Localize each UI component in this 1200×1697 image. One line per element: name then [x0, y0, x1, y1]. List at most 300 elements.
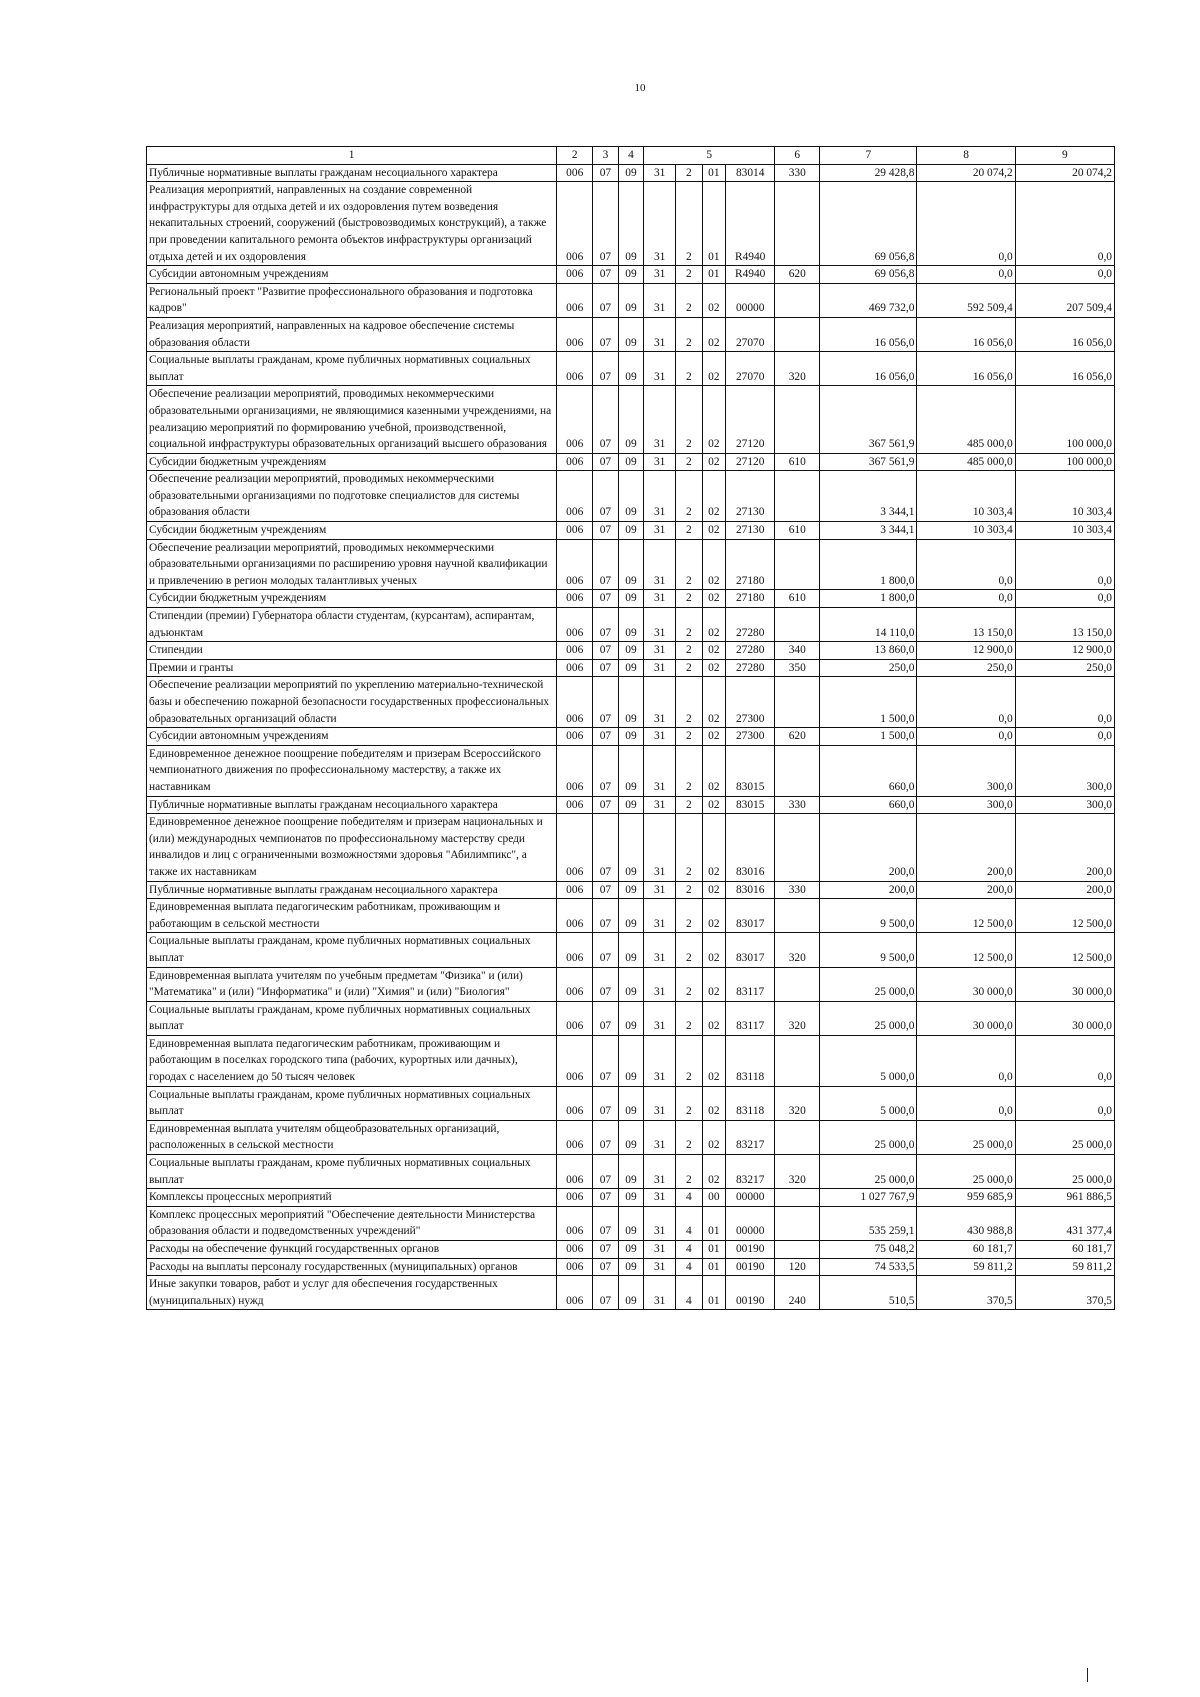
- row-rz: 07: [593, 453, 619, 471]
- row-name: Субсидии бюджетным учреждениям: [147, 453, 557, 471]
- row-ved: 006: [557, 352, 593, 386]
- row-year-3: 0,0: [1015, 590, 1114, 608]
- row-cs-element: 01: [702, 182, 726, 266]
- row-year-3: 16 056,0: [1015, 352, 1114, 386]
- row-year-3: 30 000,0: [1015, 1001, 1114, 1035]
- row-rz: 07: [593, 659, 619, 677]
- col-header-1: 1: [147, 147, 557, 165]
- row-pr: 09: [618, 967, 644, 1001]
- row-cs-type: 4: [676, 1206, 703, 1240]
- row-year-1: 14 110,0: [820, 608, 917, 642]
- row-year-1: 25 000,0: [820, 1155, 917, 1189]
- row-pr: 09: [618, 471, 644, 522]
- row-cs-program: 31: [644, 453, 676, 471]
- row-cs-program: 31: [644, 608, 676, 642]
- row-cs-direction: R4940: [726, 266, 775, 284]
- row-cs-direction: 27070: [726, 352, 775, 386]
- row-cs-direction: 00000: [726, 1206, 775, 1240]
- row-cs-program: 31: [644, 386, 676, 453]
- row-year-1: 75 048,2: [820, 1241, 917, 1259]
- row-year-3: 10 303,4: [1015, 471, 1114, 522]
- row-year-1: 510,5: [820, 1276, 917, 1310]
- row-rz: 07: [593, 590, 619, 608]
- row-cs-element: 02: [702, 728, 726, 746]
- row-rz: 07: [593, 1120, 619, 1154]
- row-pr: 09: [618, 642, 644, 660]
- row-pr: 09: [618, 283, 644, 317]
- table-row: [147, 182, 1115, 266]
- row-pr: 09: [618, 266, 644, 284]
- table-row: [147, 642, 1115, 660]
- row-cs-type: 2: [676, 182, 703, 266]
- row-year-1: 250,0: [820, 659, 917, 677]
- row-cs-type: 2: [676, 471, 703, 522]
- row-name: Реализация мероприятий, направленных на создание современной инфраструктуры для отдыха детей и их оздоровления путем возведения некапитальных строений, сооружений (быстровозводимых конструкций), а также при проведении капитального ремонта объектов инфраструктуры организаций отдыха детей и их оздоровления: [147, 182, 557, 266]
- row-pr: 09: [618, 677, 644, 728]
- row-year-1: 660,0: [820, 796, 917, 814]
- row-rz: 07: [593, 266, 619, 284]
- row-vr: [775, 386, 820, 453]
- row-cs-type: 2: [676, 317, 703, 351]
- row-cs-element: 02: [702, 1001, 726, 1035]
- header-row: [147, 147, 1115, 165]
- row-year-1: 9 500,0: [820, 933, 917, 967]
- row-cs-direction: 83117: [726, 967, 775, 1001]
- row-vr: [775, 967, 820, 1001]
- row-cs-direction: 83016: [726, 814, 775, 881]
- row-cs-type: 2: [676, 386, 703, 453]
- row-pr: 09: [618, 164, 644, 182]
- row-ved: 006: [557, 1155, 593, 1189]
- row-year-2: 0,0: [917, 728, 1015, 746]
- row-pr: 09: [618, 1035, 644, 1086]
- table-row: [147, 1086, 1115, 1120]
- row-year-1: 1 500,0: [820, 677, 917, 728]
- row-cs-program: 31: [644, 1155, 676, 1189]
- row-cs-element: 02: [702, 677, 726, 728]
- row-year-3: 300,0: [1015, 796, 1114, 814]
- row-cs-type: 2: [676, 881, 703, 899]
- row-name: Иные закупки товаров, работ и услуг для обеспечения государственных (муниципальных) нужд: [147, 1276, 557, 1310]
- row-name: Стипендии (премии) Губернатора области студентам, (курсантам), аспирантам, адъюнктам: [147, 608, 557, 642]
- row-year-3: 59 811,2: [1015, 1258, 1114, 1276]
- row-name: Единовременная выплата учителям по учебным предметам "Физика" и (или) "Математика" и (или) "Информатика" и (или) "Химия" и (или) "Биология": [147, 967, 557, 1001]
- table-row: [147, 933, 1115, 967]
- row-year-3: 25 000,0: [1015, 1155, 1114, 1189]
- row-pr: 09: [618, 1001, 644, 1035]
- row-name: Субсидии бюджетным учреждениям: [147, 590, 557, 608]
- row-pr: 09: [618, 182, 644, 266]
- row-cs-type: 2: [676, 728, 703, 746]
- row-ved: 006: [557, 522, 593, 540]
- row-name: Единовременное денежное поощрение победителям и призерам Всероссийского чемпионатного движения по профессиональному мастерству, а также их наставникам: [147, 745, 557, 796]
- row-pr: 09: [618, 1258, 644, 1276]
- row-cs-direction: 27130: [726, 522, 775, 540]
- table-row: [147, 728, 1115, 746]
- row-name: Публичные нормативные выплаты гражданам несоциального характера: [147, 164, 557, 182]
- row-ved: 006: [557, 933, 593, 967]
- row-cs-program: 31: [644, 1001, 676, 1035]
- table-row: [147, 814, 1115, 881]
- row-cs-type: 2: [676, 590, 703, 608]
- row-cs-type: 2: [676, 283, 703, 317]
- row-year-2: 16 056,0: [917, 352, 1015, 386]
- col-header-3: 3: [593, 147, 619, 165]
- row-cs-element: 02: [702, 642, 726, 660]
- row-vr: [775, 899, 820, 933]
- table-row: [147, 967, 1115, 1001]
- row-name: Единовременная выплата педагогическим работникам, проживающим и работающим в поселках городского типа (рабочих, курортных или дачных), городах с населением до 50 тысяч человек: [147, 1035, 557, 1086]
- row-cs-program: 31: [644, 1258, 676, 1276]
- row-name: Единовременная выплата педагогическим работникам, проживающим и работающим в сельской местности: [147, 899, 557, 933]
- row-cs-direction: 27280: [726, 659, 775, 677]
- col-header-7: 7: [820, 147, 917, 165]
- row-year-2: 12 500,0: [917, 933, 1015, 967]
- row-name: Обеспечение реализации мероприятий, проводимых некоммерческими образовательными организациями, не являющимися казенными учреждениями, на реализацию мероприятий по формированию учебной, производственной, социальной инфраструктуры образовательных организаций высшего образования: [147, 386, 557, 453]
- row-year-2: 0,0: [917, 266, 1015, 284]
- row-cs-type: 2: [676, 539, 703, 590]
- row-year-3: 0,0: [1015, 677, 1114, 728]
- row-name: Единовременная выплата учителям общеобразовательных организаций, расположенных в сельской местности: [147, 1120, 557, 1154]
- row-pr: 09: [618, 1155, 644, 1189]
- table-row: [147, 352, 1115, 386]
- row-vr: [775, 182, 820, 266]
- row-cs-type: 4: [676, 1276, 703, 1310]
- row-year-1: 469 732,0: [820, 283, 917, 317]
- col-header-9: 9: [1015, 147, 1114, 165]
- row-cs-program: 31: [644, 933, 676, 967]
- row-year-1: 1 027 767,9: [820, 1189, 917, 1207]
- row-cs-program: 31: [644, 677, 676, 728]
- row-ved: 006: [557, 1086, 593, 1120]
- col-header-8: 8: [917, 147, 1015, 165]
- row-cs-element: 02: [702, 967, 726, 1001]
- row-cs-element: 02: [702, 283, 726, 317]
- row-rz: 07: [593, 899, 619, 933]
- row-year-2: 12 500,0: [917, 899, 1015, 933]
- row-cs-program: 31: [644, 1120, 676, 1154]
- row-year-3: 300,0: [1015, 745, 1114, 796]
- row-cs-element: 02: [702, 1035, 726, 1086]
- row-ved: 006: [557, 266, 593, 284]
- row-rz: 07: [593, 745, 619, 796]
- row-year-2: 25 000,0: [917, 1120, 1015, 1154]
- row-year-3: 100 000,0: [1015, 453, 1114, 471]
- row-cs-direction: 83016: [726, 881, 775, 899]
- row-cs-type: 4: [676, 1189, 703, 1207]
- row-year-2: 592 509,4: [917, 283, 1015, 317]
- row-cs-type: 2: [676, 1120, 703, 1154]
- table-row: [147, 1120, 1115, 1154]
- table-row: [147, 899, 1115, 933]
- row-year-1: 660,0: [820, 745, 917, 796]
- row-cs-element: 01: [702, 1241, 726, 1259]
- row-cs-program: 31: [644, 899, 676, 933]
- row-cs-type: 2: [676, 266, 703, 284]
- row-cs-direction: 83014: [726, 164, 775, 182]
- row-year-2: 13 150,0: [917, 608, 1015, 642]
- row-year-3: 0,0: [1015, 266, 1114, 284]
- row-year-3: 12 500,0: [1015, 933, 1114, 967]
- table-row: [147, 1258, 1115, 1276]
- row-cs-element: 02: [702, 1086, 726, 1120]
- row-cs-direction: 27280: [726, 642, 775, 660]
- row-cs-program: 31: [644, 814, 676, 881]
- row-cs-direction: 83217: [726, 1155, 775, 1189]
- row-cs-type: 2: [676, 745, 703, 796]
- row-cs-direction: 27300: [726, 728, 775, 746]
- row-year-3: 0,0: [1015, 1035, 1114, 1086]
- row-pr: 09: [618, 796, 644, 814]
- row-year-2: 200,0: [917, 881, 1015, 899]
- table-row: [147, 1189, 1115, 1207]
- row-name: Обеспечение реализации мероприятий, проводимых некоммерческими образовательными организациями по расширению уровня научной квалификации и привлечению в регион молодых талантливых ученых: [147, 539, 557, 590]
- row-rz: 07: [593, 642, 619, 660]
- row-ved: 006: [557, 728, 593, 746]
- row-vr: [775, 814, 820, 881]
- row-cs-direction: 27180: [726, 539, 775, 590]
- row-year-3: 0,0: [1015, 182, 1114, 266]
- row-cs-type: 2: [676, 522, 703, 540]
- row-vr: [775, 1035, 820, 1086]
- row-rz: 07: [593, 881, 619, 899]
- row-vr: [775, 1206, 820, 1240]
- row-ved: 006: [557, 283, 593, 317]
- row-cs-element: 02: [702, 522, 726, 540]
- row-vr: [775, 608, 820, 642]
- row-ved: 006: [557, 453, 593, 471]
- row-name: Субсидии бюджетным учреждениям: [147, 522, 557, 540]
- row-pr: 09: [618, 1241, 644, 1259]
- row-pr: 09: [618, 728, 644, 746]
- row-name: Премии и гранты: [147, 659, 557, 677]
- row-cs-program: 31: [644, 1241, 676, 1259]
- row-vr: [775, 1241, 820, 1259]
- row-cs-program: 31: [644, 1035, 676, 1086]
- row-year-2: 300,0: [917, 796, 1015, 814]
- row-cs-direction: 27180: [726, 590, 775, 608]
- row-year-1: 3 344,1: [820, 471, 917, 522]
- table-row: [147, 745, 1115, 796]
- row-name: Комплексы процессных мероприятий: [147, 1189, 557, 1207]
- row-pr: 09: [618, 352, 644, 386]
- row-vr: 320: [775, 1155, 820, 1189]
- row-year-2: 0,0: [917, 182, 1015, 266]
- row-cs-program: 31: [644, 182, 676, 266]
- row-rz: 07: [593, 677, 619, 728]
- row-year-2: 59 811,2: [917, 1258, 1015, 1276]
- table-row: [147, 283, 1115, 317]
- row-year-1: 1 500,0: [820, 728, 917, 746]
- row-name: Обеспечение реализации мероприятий по укреплению материально-технической базы и обеспечению пожарной безопасности государственных профессиональных образовательных организаций области: [147, 677, 557, 728]
- row-year-3: 12 900,0: [1015, 642, 1114, 660]
- row-cs-element: 02: [702, 352, 726, 386]
- row-cs-direction: 27300: [726, 677, 775, 728]
- row-ved: 006: [557, 745, 593, 796]
- row-cs-type: 2: [676, 899, 703, 933]
- table-row: [147, 659, 1115, 677]
- row-cs-element: 02: [702, 471, 726, 522]
- row-rz: 07: [593, 1189, 619, 1207]
- row-cs-direction: 83217: [726, 1120, 775, 1154]
- row-cs-program: 31: [644, 266, 676, 284]
- row-vr: 610: [775, 590, 820, 608]
- row-ved: 006: [557, 1035, 593, 1086]
- row-cs-direction: 27120: [726, 453, 775, 471]
- row-cs-direction: 00190: [726, 1276, 775, 1310]
- row-ved: 006: [557, 1206, 593, 1240]
- row-rz: 07: [593, 1086, 619, 1120]
- table-row: [147, 471, 1115, 522]
- row-year-1: 9 500,0: [820, 899, 917, 933]
- row-year-3: 370,5: [1015, 1276, 1114, 1310]
- row-cs-program: 31: [644, 745, 676, 796]
- row-cs-program: 31: [644, 881, 676, 899]
- row-cs-element: 02: [702, 899, 726, 933]
- row-year-2: 0,0: [917, 677, 1015, 728]
- row-ved: 006: [557, 814, 593, 881]
- row-year-3: 12 500,0: [1015, 899, 1114, 933]
- row-name: Социальные выплаты гражданам, кроме публичных нормативных социальных выплат: [147, 352, 557, 386]
- row-name: Реализация мероприятий, направленных на кадровое обеспечение системы образования области: [147, 317, 557, 351]
- row-vr: [775, 1189, 820, 1207]
- row-vr: [775, 283, 820, 317]
- row-cs-program: 31: [644, 967, 676, 1001]
- row-name: Публичные нормативные выплаты гражданам несоциального характера: [147, 796, 557, 814]
- row-name: Расходы на выплаты персоналу государственных (муниципальных) органов: [147, 1258, 557, 1276]
- row-year-3: 25 000,0: [1015, 1120, 1114, 1154]
- page-number: 10: [634, 82, 646, 94]
- row-cs-program: 31: [644, 796, 676, 814]
- row-year-1: 16 056,0: [820, 352, 917, 386]
- row-cs-type: 2: [676, 659, 703, 677]
- row-cs-type: 2: [676, 1035, 703, 1086]
- row-rz: 07: [593, 522, 619, 540]
- row-cs-program: 31: [644, 642, 676, 660]
- row-vr: [775, 1120, 820, 1154]
- budget-table: [146, 146, 1115, 1310]
- row-cs-direction: 83118: [726, 1086, 775, 1120]
- row-cs-element: 01: [702, 266, 726, 284]
- row-cs-element: 02: [702, 386, 726, 453]
- row-year-2: 0,0: [917, 1086, 1015, 1120]
- row-ved: 006: [557, 967, 593, 1001]
- row-year-2: 60 181,7: [917, 1241, 1015, 1259]
- row-pr: 09: [618, 522, 644, 540]
- row-vr: 330: [775, 164, 820, 182]
- row-pr: 09: [618, 1120, 644, 1154]
- row-rz: 07: [593, 728, 619, 746]
- row-rz: 07: [593, 1155, 619, 1189]
- row-year-3: 200,0: [1015, 881, 1114, 899]
- row-pr: 09: [618, 453, 644, 471]
- row-year-2: 12 900,0: [917, 642, 1015, 660]
- table-row: [147, 796, 1115, 814]
- row-cs-direction: 83015: [726, 745, 775, 796]
- row-cs-type: 2: [676, 814, 703, 881]
- row-year-2: 430 988,8: [917, 1206, 1015, 1240]
- row-year-3: 961 886,5: [1015, 1189, 1114, 1207]
- row-ved: 006: [557, 608, 593, 642]
- row-year-3: 0,0: [1015, 539, 1114, 590]
- row-cs-element: 01: [702, 1206, 726, 1240]
- row-cs-direction: 83118: [726, 1035, 775, 1086]
- row-cs-direction: 00000: [726, 283, 775, 317]
- row-ved: 006: [557, 539, 593, 590]
- col-header-5: 5: [644, 147, 775, 165]
- row-cs-element: 02: [702, 453, 726, 471]
- row-cs-direction: R4940: [726, 182, 775, 266]
- row-year-1: 29 428,8: [820, 164, 917, 182]
- table-row: [147, 317, 1115, 351]
- row-name: Социальные выплаты гражданам, кроме публичных нормативных социальных выплат: [147, 1086, 557, 1120]
- table-row: [147, 590, 1115, 608]
- row-year-1: 5 000,0: [820, 1035, 917, 1086]
- row-vr: 620: [775, 266, 820, 284]
- table-row: [147, 522, 1115, 540]
- row-name: Стипендии: [147, 642, 557, 660]
- col-header-6: 6: [775, 147, 820, 165]
- row-cs-type: 2: [676, 1086, 703, 1120]
- row-vr: 620: [775, 728, 820, 746]
- row-cs-program: 31: [644, 352, 676, 386]
- row-cs-program: 31: [644, 539, 676, 590]
- row-pr: 09: [618, 386, 644, 453]
- row-year-1: 200,0: [820, 814, 917, 881]
- row-vr: 320: [775, 1086, 820, 1120]
- row-year-1: 13 860,0: [820, 642, 917, 660]
- row-year-2: 20 074,2: [917, 164, 1015, 182]
- row-cs-direction: 27070: [726, 317, 775, 351]
- row-cs-element: 02: [702, 317, 726, 351]
- row-year-2: 200,0: [917, 814, 1015, 881]
- row-pr: 09: [618, 1086, 644, 1120]
- row-ved: 006: [557, 881, 593, 899]
- row-vr: 120: [775, 1258, 820, 1276]
- row-name: Региональный проект "Развитие профессионального образования и подготовка кадров": [147, 283, 557, 317]
- row-name: Социальные выплаты гражданам, кроме публичных нормативных социальных выплат: [147, 1155, 557, 1189]
- row-cs-direction: 27120: [726, 386, 775, 453]
- row-rz: 07: [593, 1258, 619, 1276]
- row-pr: 09: [618, 881, 644, 899]
- row-cs-direction: 00190: [726, 1258, 775, 1276]
- row-rz: 07: [593, 283, 619, 317]
- row-ved: 006: [557, 1276, 593, 1310]
- row-cs-program: 31: [644, 1276, 676, 1310]
- row-ved: 006: [557, 386, 593, 453]
- table-row: [147, 1206, 1115, 1240]
- row-pr: 09: [618, 1206, 644, 1240]
- row-cs-type: 2: [676, 608, 703, 642]
- row-year-2: 370,5: [917, 1276, 1015, 1310]
- row-year-1: 3 344,1: [820, 522, 917, 540]
- row-year-3: 20 074,2: [1015, 164, 1114, 182]
- row-cs-element: 02: [702, 659, 726, 677]
- row-rz: 07: [593, 471, 619, 522]
- row-ved: 006: [557, 1241, 593, 1259]
- row-cs-direction: 00000: [726, 1189, 775, 1207]
- row-rz: 07: [593, 1001, 619, 1035]
- row-cs-program: 31: [644, 1189, 676, 1207]
- row-rz: 07: [593, 933, 619, 967]
- row-cs-type: 2: [676, 677, 703, 728]
- table-row: [147, 1276, 1115, 1310]
- row-cs-type: 2: [676, 642, 703, 660]
- row-ved: 006: [557, 1120, 593, 1154]
- row-pr: 09: [618, 317, 644, 351]
- row-vr: [775, 745, 820, 796]
- row-vr: 240: [775, 1276, 820, 1310]
